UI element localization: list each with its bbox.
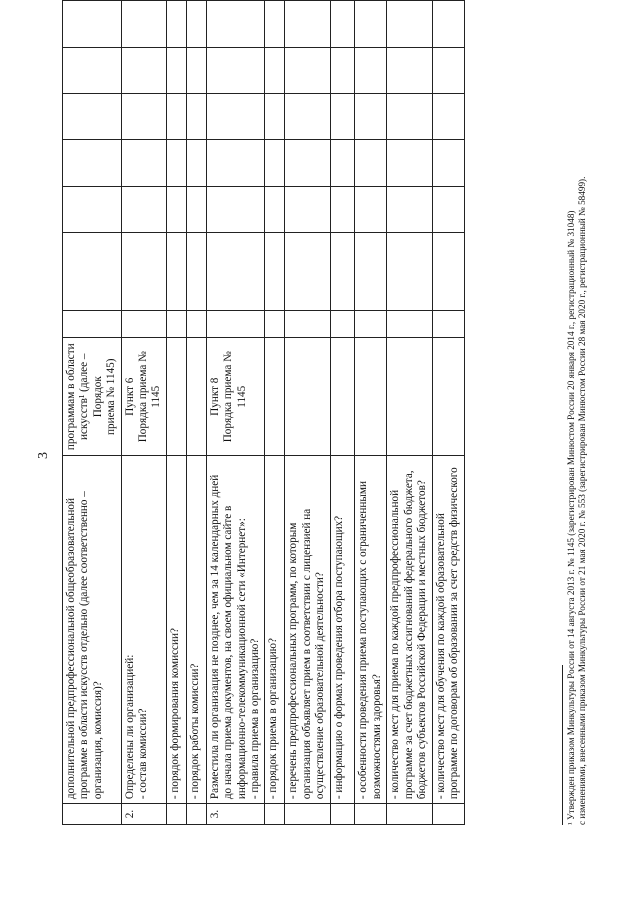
answer-cell[interactable] [166,1,186,48]
answer-cell[interactable] [432,94,464,140]
question-cell [63,456,122,804]
answer-cell[interactable] [63,94,122,140]
question-line: программе в области искусств отдельно (далее соответственно – [78,491,91,800]
answer-cell[interactable] [121,186,166,232]
answer-cell[interactable] [355,233,387,311]
answer-cell[interactable] [206,1,265,48]
answer-cell[interactable] [63,140,122,186]
answer-cell[interactable] [186,140,206,186]
answer-cell[interactable] [166,186,186,232]
answer-cell[interactable] [285,140,331,186]
reference-cell [166,338,186,456]
row-number [166,804,186,825]
question-line: - количество мест для обучения по каждой образовательной [434,513,447,800]
table-row [206,1,265,825]
reference-line: Пункт 8 [208,377,221,416]
row-number [432,804,464,825]
question-line: информационно-телекоммуникационной сети «Интернет»: [235,518,248,800]
answer-cell[interactable] [432,311,464,338]
answer-cell[interactable] [387,47,432,93]
question-line: организация, комиссия)? [91,681,104,800]
answer-cell[interactable] [265,186,285,232]
question-cell [432,456,464,804]
question-line: до начала приема документов, на своем официальном сайте в [222,505,235,800]
answer-cell[interactable] [355,94,387,140]
answer-cell[interactable] [186,94,206,140]
table-row [186,1,206,825]
table-row [355,1,387,825]
footnote-separator [562,665,563,825]
row-number: 2. [121,804,166,825]
answer-cell[interactable] [265,94,285,140]
checklist-table [62,0,465,825]
question-line: - состав комиссии? [137,708,150,800]
table-row [331,1,355,825]
answer-cell[interactable] [285,186,331,232]
row-number [265,804,285,825]
question-line: - информацию о формах проведения отбора поступающих? [333,515,346,800]
reference-line: искусств¹ (далее – Порядок [78,353,104,440]
question-line: программе по договорам об образовании за счет средств физического [447,467,460,800]
answer-cell[interactable] [387,186,432,232]
question-cell [331,456,355,804]
row-number [355,804,387,825]
answer-cell[interactable] [206,94,265,140]
table-row [285,1,331,825]
reference-cell [432,338,464,456]
row-number [285,804,331,825]
table-row [265,1,285,825]
answer-cell[interactable] [206,233,265,311]
question-line: - особенности проведения приема поступающих с ограниченными [357,481,370,800]
answer-cell[interactable] [265,311,285,338]
answer-cell[interactable] [432,1,464,48]
answer-cell[interactable] [265,233,285,311]
question-line: - количество мест для приема по каждой предпрофессиональной [389,489,402,800]
question-line: бюджетов субъектов Российской Федерации и местных бюджетов? [416,480,429,800]
row-number [63,804,122,825]
answer-cell[interactable] [387,233,432,311]
answer-cell[interactable] [285,94,331,140]
answer-cell[interactable] [285,311,331,338]
table-row [432,1,464,825]
reference-cell [206,338,265,456]
question-line: организация объявляет прием в соответствии с лицензией на [300,508,313,800]
reference-line: программам в области [65,343,77,451]
answer-cell[interactable] [432,47,464,93]
question-line: - порядок приема в организацию? [267,638,280,800]
answer-cell[interactable] [387,140,432,186]
row-number [331,804,355,825]
question-line: программе за счет бюджетных ассигнований федерального бюджета, [402,470,415,800]
answer-cell[interactable] [186,1,206,48]
table-row [63,1,122,825]
answer-cell[interactable] [186,311,206,338]
footnote-line: с изменениями, внесенными приказом Минкультуры России от 21 мая 2020 г. № 553 (зарегистрирован Минюстом России 28 мая 2020 г., регистрационный № 58499). [577,176,588,825]
answer-cell[interactable] [121,140,166,186]
reference-line: приема № 1145) [105,358,118,435]
answer-cell[interactable] [63,233,122,311]
question-line: - правила приема в организацию? [249,638,262,800]
table-row [166,1,186,825]
table-row [387,1,432,825]
answer-cell[interactable] [166,140,186,186]
answer-cell[interactable] [206,311,265,338]
footnote [566,65,588,825]
answer-cell[interactable] [432,140,464,186]
answer-cell[interactable] [331,94,355,140]
answer-cell[interactable] [355,47,387,93]
answer-cell[interactable] [121,94,166,140]
answer-cell[interactable] [166,233,186,311]
answer-cell[interactable] [206,47,265,93]
answer-cell[interactable] [63,311,122,338]
question-cell [121,456,166,804]
answer-cell[interactable] [63,47,122,93]
answer-cell[interactable] [121,47,166,93]
footnote-line: ¹ Утвержден приказом Минкультуры России от 14 августа 2013 г. № 1145 (зарегистрирован Минюстом России 20 января 2014 г., регистрационный № 31048) [566,210,576,825]
question-line: Определены ли организацией: [123,654,136,800]
answer-cell[interactable] [63,1,122,48]
answer-cell[interactable] [121,1,166,48]
answer-cell[interactable] [166,94,186,140]
question-cell [387,456,432,804]
answer-cell[interactable] [331,140,355,186]
answer-cell[interactable] [265,1,285,48]
row-number [186,804,206,825]
answer-cell[interactable] [186,47,206,93]
answer-cell[interactable] [166,311,186,338]
reference-line: Пункт 6 [123,377,136,416]
reference-line: Порядка приема № 1145 [222,351,248,443]
answer-cell[interactable] [331,233,355,311]
reference-cell [355,338,387,456]
answer-cell[interactable] [331,47,355,93]
answer-cell[interactable] [387,311,432,338]
reference-cell [265,338,285,456]
answer-cell[interactable] [331,186,355,232]
question-cell [265,456,285,804]
question-line: - порядок работы комиссии? [188,663,201,800]
answer-cell[interactable] [432,186,464,232]
question-cell [285,456,331,804]
reference-cell [121,338,166,456]
question-cell [206,456,265,804]
answer-cell[interactable] [206,186,265,232]
answer-cell[interactable] [265,47,285,93]
answer-cell[interactable] [166,47,186,93]
answer-cell[interactable] [387,1,432,48]
reference-cell [186,338,206,456]
question-line: - перечень предпрофессиональных программ, по которым [287,522,300,800]
answer-cell[interactable] [186,186,206,232]
answer-cell[interactable] [206,140,265,186]
answer-cell[interactable] [63,186,122,232]
row-number [387,804,432,825]
answer-cell[interactable] [355,140,387,186]
table-row [121,1,166,825]
question-cell [166,456,186,804]
reference-cell [63,338,122,456]
reference-cell [387,338,432,456]
answer-cell[interactable] [355,1,387,48]
reference-cell [331,338,355,456]
answer-cell[interactable] [285,47,331,93]
question-line: осуществление образовательной деятельности? [314,572,327,800]
answer-cell[interactable] [121,233,166,311]
question-cell [355,456,387,804]
answer-cell[interactable] [355,311,387,338]
answer-cell[interactable] [432,233,464,311]
answer-cell[interactable] [331,1,355,48]
page-number: 3 [36,452,51,459]
reference-cell [285,338,331,456]
question-line: Разместила ли организация не позднее, чем за 14 календарных дней [208,474,221,800]
row-number: 3. [206,804,265,825]
question-line: - порядок формирования комиссии? [168,628,181,800]
answer-cell[interactable] [186,233,206,311]
question-line: возможностями здоровья? [370,674,383,800]
answer-cell[interactable] [285,1,331,48]
answer-cell[interactable] [355,186,387,232]
reference-line: Порядка приема № 1145 [137,351,163,443]
answer-cell[interactable] [331,311,355,338]
answer-cell[interactable] [265,140,285,186]
answer-cell[interactable] [387,94,432,140]
question-cell [186,456,206,804]
question-line: дополнительной предпрофессиональной общеобразовательной [65,498,77,800]
answer-cell[interactable] [121,311,166,338]
answer-cell[interactable] [285,233,331,311]
